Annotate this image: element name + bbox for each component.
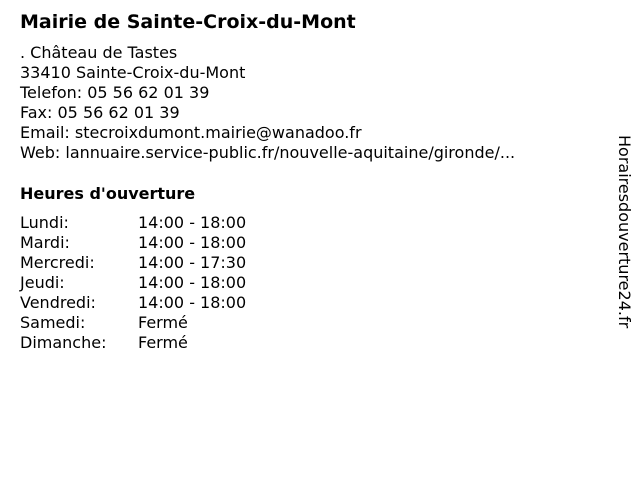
day-label: Dimanche:: [20, 333, 107, 352]
email-link[interactable]: stecroixdumont.mairie@wanadoo.fr: [74, 123, 362, 142]
web-link[interactable]: lannuaire.service-public.fr/nouvelle-aquitaine/gironde/...: [65, 143, 516, 162]
time-range: 14:00 - 17:30: [138, 253, 247, 272]
day-label: Samedi:: [20, 313, 86, 332]
day-label: Mardi:: [20, 233, 70, 252]
time-range: 14:00 - 18:00: [138, 273, 247, 292]
fax-line: [20, 103, 515, 123]
fax-number: 05 56 62 01 39: [57, 103, 180, 122]
phone-line: [20, 83, 515, 103]
fax-label: Fax:: [20, 103, 53, 122]
time-range: Fermé: [138, 333, 188, 352]
contact-info: [20, 43, 515, 163]
time-range: Fermé: [138, 313, 188, 332]
opening-hours-heading: Heures d'ouverture: [20, 184, 196, 203]
site-brand-watermark: Horairesdouverture24.fr: [615, 135, 634, 329]
time-range: 14:00 - 18:00: [138, 293, 247, 312]
phone-number[interactable]: 05 56 62 01 39: [87, 83, 210, 102]
day-label: Mercredi:: [20, 253, 95, 272]
email-label: Email:: [20, 123, 70, 142]
address-line-2: 33410 Sainte-Croix-du-Mont: [20, 63, 246, 82]
day-label: Vendredi:: [20, 293, 96, 312]
address-line-1: . Château de Tastes: [20, 43, 178, 62]
email-line: [20, 123, 515, 143]
time-range: 14:00 - 18:00: [138, 213, 247, 232]
time-range: 14:00 - 18:00: [138, 233, 247, 252]
day-label: Jeudi:: [20, 273, 65, 292]
page-title: Mairie de Sainte-Croix-du-Mont: [20, 11, 356, 33]
web-label: Web:: [20, 143, 61, 162]
day-label: Lundi:: [20, 213, 69, 232]
web-line: [20, 143, 515, 163]
phone-label: Telefon:: [20, 83, 83, 102]
